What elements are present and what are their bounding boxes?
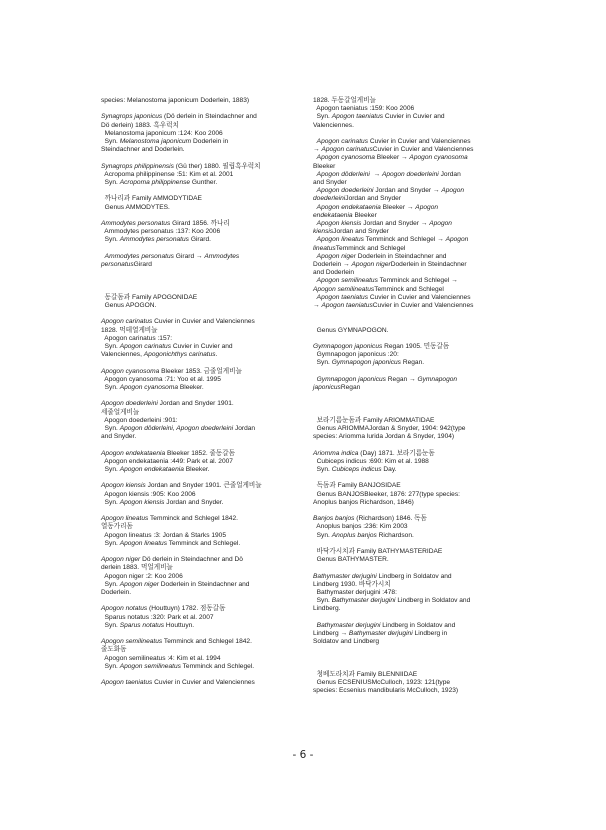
entry-line: Dö derlein) 1883. 흑우럭치 bbox=[101, 121, 179, 129]
right-column bbox=[313, 97, 525, 704]
entry-line: Apogon taeniatus Cuvier in Cuvier and Valenciennes bbox=[101, 679, 255, 687]
entry-line: species: Melanostoma japonicum Doderlein, 1883) bbox=[101, 97, 250, 104]
taxon-entry bbox=[313, 376, 525, 392]
entry-line: Syn. Apogon cyanosoma Bleeker. bbox=[101, 383, 204, 391]
taxon-entry bbox=[313, 548, 525, 564]
entry-line: Gymnapogon japonicus Regan 1905. 민동갈돔 bbox=[313, 343, 450, 351]
entry-line: Apogon endekataenia Bleeker 1852. 줄동갈돔 bbox=[101, 449, 236, 457]
entry-line: Syn. Apogon niger Doderlein in Steindachner and bbox=[101, 580, 250, 588]
entry-line: Ammodytes personatus Girard 1856. 까나리 bbox=[101, 219, 230, 227]
entry-line: Syn. Apogon endekataenia Bleeker. bbox=[101, 465, 210, 473]
entry-line: Gymnapogon japonicus Regan → Gymnapogon bbox=[316, 375, 458, 383]
entry-line: Banjos banjos (Richardson) 1846. 독돔 bbox=[313, 515, 427, 523]
entry-line: Bathymaster derjugini :478: bbox=[313, 589, 397, 597]
entry-line: Apogon carinatus Cuvier in Cuvier and Valenciennes bbox=[101, 318, 255, 326]
entry-line bbox=[313, 655, 525, 663]
left-column bbox=[101, 97, 313, 696]
entry-line: Apogon kiensis Jordan and Snyder 1901. 큰줄얼게비늘 bbox=[101, 482, 262, 490]
entry-line: Genus BANJOSBleeker, 1876: 277(type species: bbox=[313, 490, 460, 498]
entry-line: Apogon kiensis Jordan and Snyder → Apogon bbox=[316, 220, 452, 228]
entry-line: endekataenia Bleeker bbox=[313, 211, 377, 219]
entry-line: Apogon taeniatus Cuvier in Cuvier and Valenciennes bbox=[316, 293, 471, 301]
entry-line: japonicusRegan bbox=[313, 384, 361, 392]
entry-line: Syn. Sparus notatus Houttuyn. bbox=[101, 621, 195, 629]
entry-line: doederleiniJordan and Snyder bbox=[313, 195, 401, 203]
entry-line: Apogon lineatus :3: Jordan & Starks 1905 bbox=[101, 531, 226, 539]
entry-line: and Snyder bbox=[313, 179, 347, 187]
entry-line: 독돔과 Family BANJOSIDAE bbox=[313, 482, 401, 490]
entry-line: Synagrops japonicus (Dö derlein in Steindachner and bbox=[101, 113, 257, 121]
page-number: - 6 - bbox=[292, 749, 314, 761]
entry-line: Synagrops philippinensis (Gü ther) 1880. 필립흑우럭치 bbox=[101, 162, 261, 170]
entry-line: Apogon semilineatusTemminck and Schlegel bbox=[313, 285, 444, 293]
taxon-entry bbox=[101, 482, 313, 507]
entry-line: Anoplus banjos :236: Kim 2003 bbox=[313, 523, 408, 531]
entry-line: Ammodytes personatus Girard → Ammodytes bbox=[104, 252, 240, 260]
taxon-entry bbox=[101, 368, 313, 393]
entry-line: 1828. 먹테열게비늘 bbox=[101, 326, 158, 334]
taxon-entry bbox=[101, 97, 313, 105]
entry-line: Apogon endekataenia :449: Park et al. 2007 bbox=[101, 457, 233, 465]
entry-line: Syn. Apogon kiensis Jordan and Snyder. bbox=[101, 498, 224, 506]
entry-line: 1828. 두동갈얼게비늘 bbox=[313, 97, 376, 104]
entry-line: kiensisJordan and Snyder bbox=[313, 228, 389, 236]
entry-line: Lindberg 1930. 바닥가시치 bbox=[313, 580, 391, 588]
entry-line: 청베도라치과 Family BLENNIIDAE bbox=[313, 671, 418, 678]
entry-line: Genus GYMNAPOGON. bbox=[313, 326, 389, 334]
entry-line: Genus ECSENIUSMcCulloch, 1923: 121(type bbox=[313, 679, 451, 687]
entry-line: Syn. Ammodytes personatus Girard. bbox=[101, 236, 211, 244]
entry-line: species: Ariomma lurida Jordan & Snyder, 1904) bbox=[313, 433, 455, 441]
taxon-entry bbox=[313, 97, 525, 130]
taxon-entry bbox=[313, 417, 525, 442]
entry-line: Doderlein. bbox=[101, 588, 132, 596]
entry-line: 동갈돔과 Family APOGONIDAE bbox=[101, 293, 198, 301]
taxon-entry bbox=[101, 638, 313, 671]
taxon-entry bbox=[313, 671, 525, 696]
entry-line: Apogon doederleini :901: bbox=[101, 416, 178, 424]
entry-line: Apogon cyanosoma :71: Yoo et al. 1995 bbox=[101, 375, 221, 383]
entry-line: species: Ecsenius mandibularis McCulloch, 1923) bbox=[313, 687, 459, 695]
entry-line: Apogon notatus (Houttuyn) 1782. 점동갈돔 bbox=[101, 605, 226, 613]
taxon-entry bbox=[101, 556, 313, 597]
taxon-entry bbox=[313, 318, 525, 334]
entry-line: Apogon döderleini → Apogon doederleini Jordan bbox=[316, 170, 461, 178]
entry-line: Apogon lineatus Temminck and Schlegel 1842. bbox=[101, 515, 238, 523]
entry-line: Genus AMMODYTES. bbox=[101, 203, 170, 211]
entry-line: Ariomma indica (Day) 1871. 보라기름눈돔 bbox=[313, 449, 435, 457]
entry-line: Syn. Apogon döderleini, Apogon doederleini Jordan bbox=[101, 424, 256, 432]
entry-line: 보라기름눈돔과 Family ARIOMMATIDAE bbox=[313, 416, 435, 424]
taxon-entry bbox=[313, 450, 525, 475]
entry-line bbox=[313, 318, 525, 326]
entry-line: Apogon lineatus Temminck and Schlegel → Apogon bbox=[316, 236, 469, 244]
taxon-entry bbox=[101, 113, 313, 154]
entry-line: Syn. Cubiceps indicus Day. bbox=[313, 466, 397, 474]
entry-line: 바닥가시치과 Family BATHYMASTERIDAE bbox=[313, 548, 443, 556]
entry-line: Syn. Melanostoma japonicum Doderlein in bbox=[101, 138, 229, 145]
entry-line: Apogon doederleini Jordan and Snyder → Apogon bbox=[316, 187, 465, 195]
entry-line: Steindachner and Doderlein. bbox=[101, 146, 185, 154]
entry-line: Lindberg → Bathymaster derjugini Lindberg in bbox=[313, 630, 448, 638]
entry-line: → Apogon taeniatusCuvier in Cuvier and Valenciennes bbox=[313, 302, 474, 310]
taxon-entry bbox=[313, 515, 525, 540]
entry-line bbox=[313, 400, 525, 408]
taxon-entry bbox=[101, 277, 313, 285]
entry-line: Apogon semilineatus :4: Kim et al. 1994 bbox=[101, 654, 221, 662]
entry-line: personatusGirard bbox=[101, 260, 152, 268]
entry-line: Valenciennes. bbox=[313, 121, 354, 129]
entry-line: Apogon semilineatus Temminck and Schlegel → bbox=[316, 277, 458, 285]
entry-line: 까나리과 Family AMMODYTIDAE bbox=[101, 195, 202, 203]
entry-line: Sparus notatus :320: Park et al. 2007 bbox=[101, 613, 214, 621]
entry-line: Bathymaster derjugini Lindberg in Soldatov and bbox=[313, 572, 452, 580]
entry-line: derlein 1883. 먹얼게비늘 bbox=[101, 564, 173, 572]
taxon-entry bbox=[101, 195, 313, 211]
entry-line: Apogon semilineatus Temminck and Schlegel 1842. bbox=[101, 638, 252, 646]
entry-line: Genus APOGON. bbox=[101, 301, 157, 309]
entry-line: Syn. Bathymaster derjugini Lindberg in Soldatov and bbox=[313, 597, 471, 605]
entry-line: Lindberg. bbox=[313, 605, 341, 613]
taxon-entry bbox=[101, 450, 313, 475]
entry-line: Syn. Apogon semilineatus Temminck and Schlegel. bbox=[101, 662, 255, 670]
entry-line: Soldatov and Lindberg bbox=[313, 638, 379, 646]
taxon-entry bbox=[101, 220, 313, 245]
entry-line: 세줄얼게비늘 bbox=[101, 408, 140, 416]
entry-line: → Apogon carinatusCuvier in Cuvier and Valenciennes bbox=[313, 146, 474, 154]
entry-line: Syn. Acropoma philippinense Gunther. bbox=[101, 179, 218, 186]
entry-line: and Snyder. bbox=[101, 433, 137, 441]
taxon-entry bbox=[101, 679, 313, 687]
taxon-entry bbox=[313, 138, 525, 310]
entry-line: Valenciennes, Apogonichthys carinatus. bbox=[101, 351, 218, 359]
entry-line: Genus BATHYMASTER. bbox=[313, 556, 389, 564]
entry-line: Syn. Gymnapogon japonicus Regan. bbox=[313, 359, 425, 367]
entry-line: Genus ARIOMMAJordan & Snyder, 1904: 942(type bbox=[313, 425, 466, 433]
entry-line bbox=[101, 277, 313, 285]
taxon-entry bbox=[313, 573, 525, 614]
taxon-entry bbox=[101, 318, 313, 359]
entry-line: Ammodytes personatus :137: Koo 2006 bbox=[101, 228, 221, 236]
entry-line: Melanostoma japonicum :124: Koo 2006 bbox=[101, 129, 223, 137]
taxon-entry bbox=[101, 605, 313, 630]
entry-line: Acropoma philippinense :51: Kim et al. 2001 bbox=[101, 170, 234, 178]
entry-line: Apogon doederleini Jordan and Snyder 1901. bbox=[101, 400, 234, 408]
entry-line: Syn. Apogon carinatus Cuvier in Cuvier and bbox=[101, 342, 233, 350]
taxon-entry bbox=[313, 622, 525, 647]
entry-line: Syn. Apogon lineatus Temminck and Schlegel. bbox=[101, 539, 241, 547]
entry-line: Syn. Apogon taeniatus Cuvier in Cuvier and bbox=[313, 113, 445, 121]
entry-line: and Doderlein bbox=[313, 269, 355, 277]
entry-line: Apogon endekataenia Bleeker → Apogon bbox=[316, 203, 439, 211]
entry-line: Anoplus banjos Richardson, 1846) bbox=[313, 498, 414, 506]
entry-line: lineatusTemminck and Schlegel bbox=[313, 244, 406, 252]
entry-line: Gymnapogon japonicus :20: bbox=[313, 351, 399, 359]
taxon-entry bbox=[101, 294, 313, 310]
taxon-entry bbox=[313, 655, 525, 663]
taxon-entry bbox=[313, 400, 525, 408]
taxon-entry bbox=[101, 163, 313, 188]
entry-line: Apogon carinatus :157: bbox=[101, 334, 173, 342]
entry-line: Apogon kiensis :905: Koo 2006 bbox=[101, 490, 196, 498]
entry-line: Syn. Anoplus banjos Richardson. bbox=[313, 531, 414, 539]
entry-line: Apogon niger Dö derlein in Steindachner and Dö bbox=[101, 556, 243, 564]
entry-line: Cubiceps indicus :690: Kim et al. 1988 bbox=[313, 457, 429, 465]
entry-line: 줄도화돔 bbox=[101, 646, 127, 654]
entry-line: 열동가리돔 bbox=[101, 523, 133, 531]
entry-line: Doderlein → Apogon nigerDoderlein in Steindachner bbox=[313, 261, 467, 269]
entry-line: Bathymaster derjugini Lindberg in Soldatov and bbox=[316, 621, 456, 629]
entry-line: Apogon cyanosoma Bleeker 1853. 금줄얼게비늘 bbox=[101, 367, 242, 375]
entry-line: Apogon carinatus Cuvier in Cuvier and Valenciennes bbox=[316, 138, 471, 145]
entry-line: Apogon niger :2: Koo 2006 bbox=[101, 572, 183, 580]
entry-line: Bleeker bbox=[313, 162, 336, 170]
entry-line: Apogon cyanosoma Bleeker → Apogon cyanosoma bbox=[316, 154, 468, 162]
taxon-entry bbox=[101, 400, 313, 441]
entry-line: Apogon taeniatus :159: Koo 2006 bbox=[313, 105, 415, 113]
taxon-entry bbox=[313, 343, 525, 368]
taxon-entry bbox=[313, 482, 525, 507]
entry-line: Apogon niger Doderlein in Steindachner and bbox=[316, 252, 447, 260]
taxon-entry bbox=[101, 515, 313, 548]
taxon-entry bbox=[101, 253, 313, 269]
